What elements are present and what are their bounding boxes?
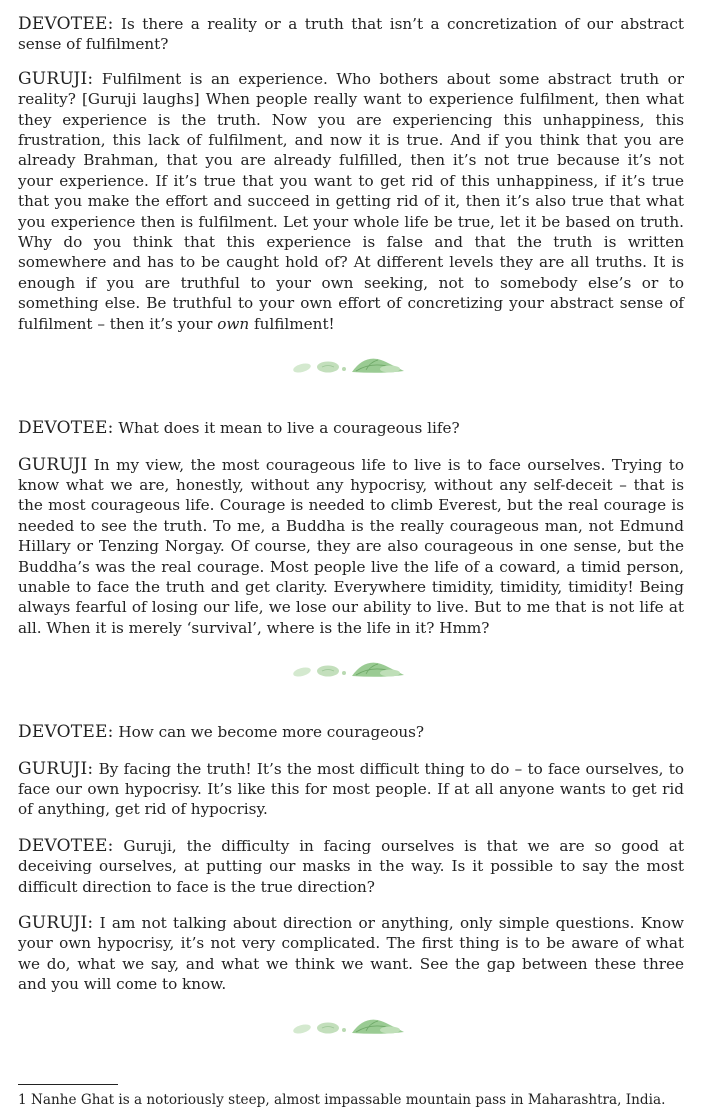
dialogue-block — [18, 69, 684, 334]
speaker-label: GURUJI: — [18, 68, 94, 89]
speaker-label: DEVOTEE: — [18, 722, 114, 743]
footnote: 1 Nanhe Ghat is a notoriously steep, almost impassable mountain pass in Maharashtra, India. — [18, 1092, 666, 1108]
section-divider — [18, 1005, 684, 1065]
section-divider — [18, 344, 684, 404]
speaker-label: DEVOTEE: — [18, 14, 114, 34]
dialogue-text: Fulfilment is an experience. Who bothers about some abstract truth or reality? [Guruji laughs] When people really want to experience fulfilment, then what they experience is the truth. Now you are experiencing this unhappiness, this frustration, this lack of fulfilment, and now it is true. And if you think that you are already Brahman, that you are already fulfilled, then it’s not true because it’s not your experience. If it’s true that you want to get rid of this unhappiness, if it’s true that you make the effort and succeed in getting rid of it, then it’s also true that what you experience then is fulfilment. Let your whole life be true, let it be based on truth. Why do you think that this experience is false and that the truth is written somewhere and has to be caught hold of? At different levels they are all truths. It is enough if you are truthful to your own seeking, not to somebody else’s or to something else. Be truthful to your own effort of concretizing your abstract sense of fulfilment – then it’s your — [18, 69, 684, 333]
section-divider — [18, 648, 684, 708]
speaker-label: GURUJI: — [18, 758, 94, 779]
dialogue-text: fulfilment! — [249, 314, 335, 333]
leaf-ornament-icon — [286, 350, 416, 378]
dialogue-text: Guruji, the difficulty in facing ourselves is that we are so good at deceiving ourselves, at putting our masks in the way. Is it possible to say the most difficult direction to face is the true direction? — [18, 836, 684, 896]
dialogue-block — [18, 913, 684, 995]
dialogue-text: In my view, the most courageous life to live is to face ourselves. Trying to know what we are, honestly, without any hypocrisy, without any self-deceit – that is the most courageous life. Courage is needed to climb Everest, but the real courage is needed to see the truth. To me, a Buddha is the really courageous man, not Edmund Hillary or Tenzing Norgay. Of course, they are also courageous in one sense, but the Buddha’s was the real courage. Most people live the life of a coward, a timid person, unable to face the truth and get clarity. Everywhere timidity, timidity, timidity! Being always fearful of losing our life, we lose our ability to live. But to me that is not life at all. When it is merely ‘survival’, where is the life in it? Hmm? — [18, 455, 684, 637]
speaker-label: GURUJI — [18, 454, 88, 475]
dialogue-block — [18, 418, 684, 438]
leaf-ornament-icon — [286, 654, 416, 682]
page-body — [18, 14, 684, 1065]
emphasis-text: own — [217, 314, 250, 333]
dialogue-text: Is there a reality or a truth that isn’t a concretization of our abstract sense of fulfilment? — [18, 15, 684, 54]
speaker-label: DEVOTEE: — [18, 418, 114, 439]
dialogue-text: I am not talking about direction or anything, only simple questions. Know your own hypocrisy, it’s not very complicated. The first thing is to be aware of what we do, what we say, and what we think we want. See the gap between these three and you will come to know. — [18, 914, 684, 994]
dialogue-text: What does it mean to live a courageous life? — [113, 419, 460, 438]
dialogue-block — [18, 836, 684, 897]
dialogue-block — [18, 14, 684, 55]
dialogue-block — [18, 455, 684, 639]
leaf-ornament-icon — [286, 1011, 416, 1039]
dialogue-text: How can we become more courageous? — [113, 723, 425, 742]
dialogue-text: By facing the truth! It’s the most difficult thing to do – to face ourselves, to face our own hypocrisy. It’s like this for most people. If at all anyone wants to get rid of anything, get rid of hypocrisy. — [18, 759, 684, 819]
dialogue-block — [18, 722, 684, 742]
footnote-rule — [18, 1084, 118, 1085]
speaker-label: GURUJI: — [18, 913, 94, 933]
speaker-label: DEVOTEE: — [18, 835, 114, 856]
dialogue-block — [18, 759, 684, 820]
